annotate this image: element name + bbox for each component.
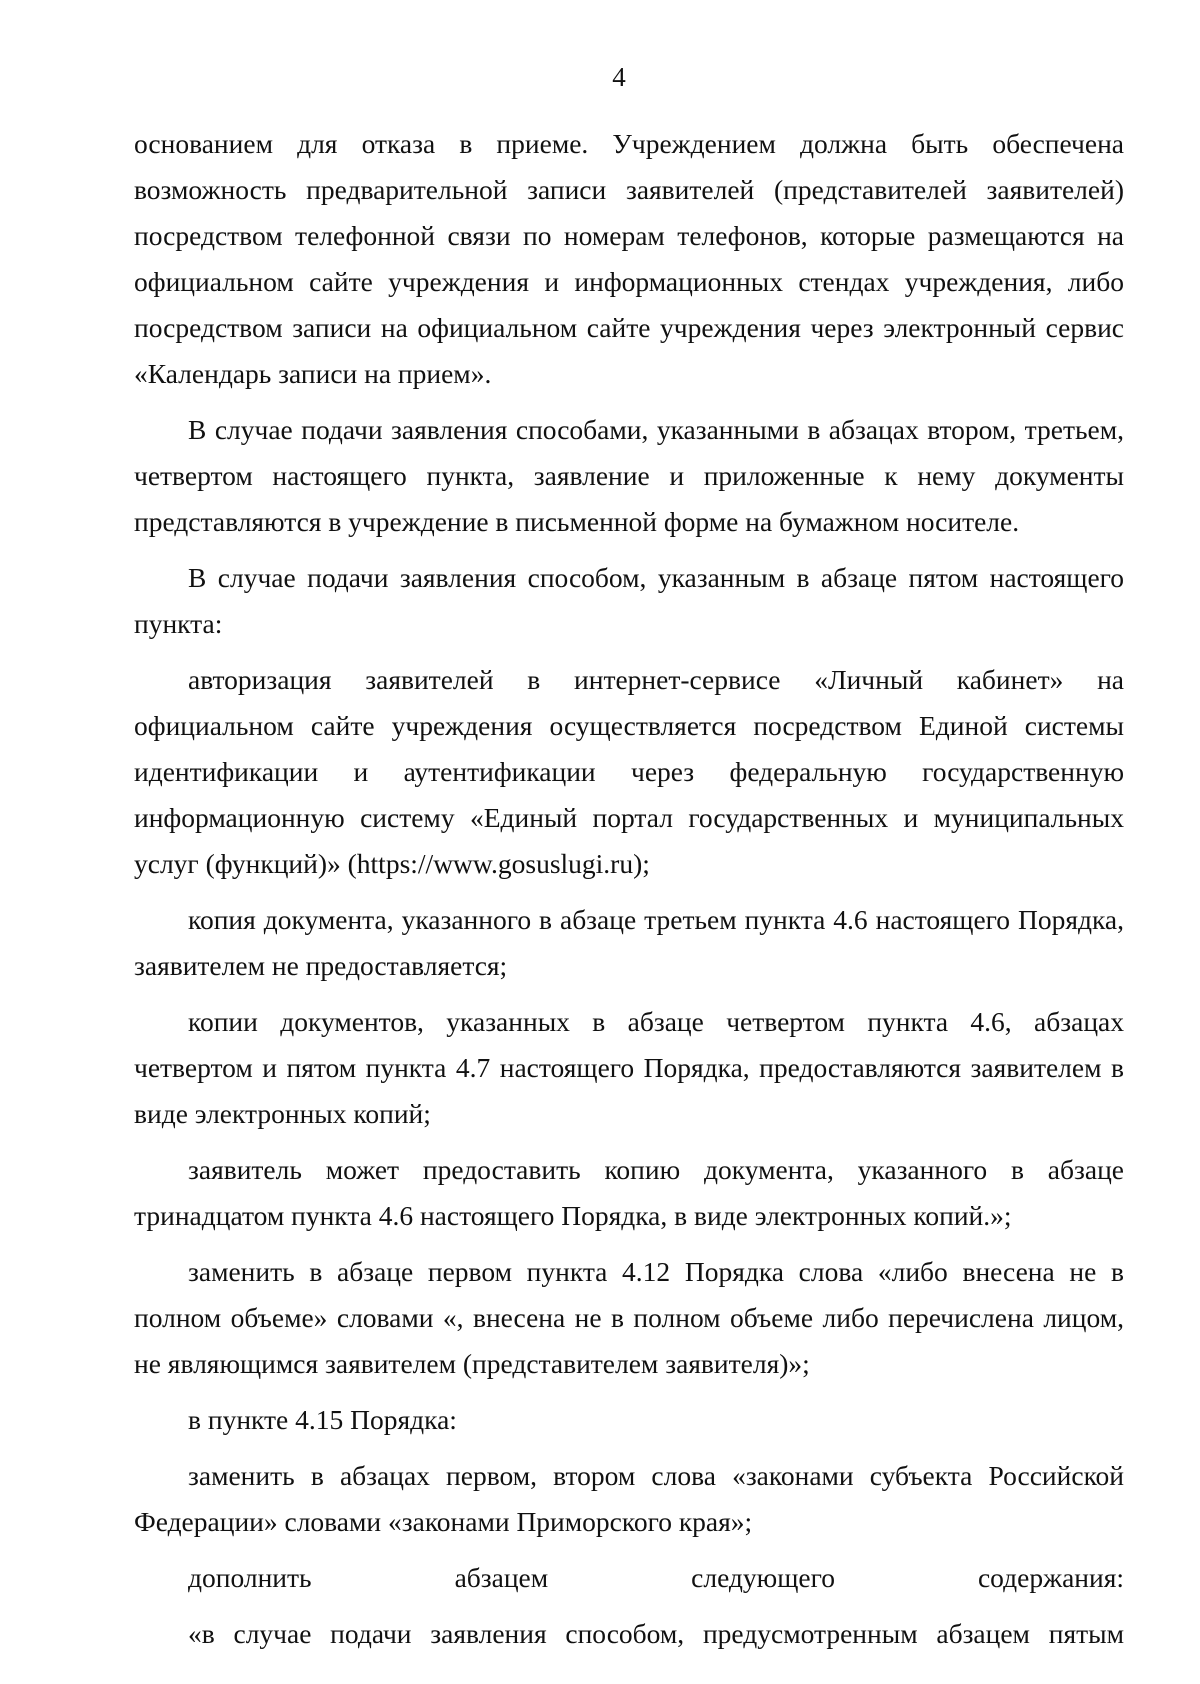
paragraph-truncated: «в случае подачи заявления способом, предусмотренным абзацем пятым [188, 1618, 1124, 1649]
paragraph: заменить в абзаце первом пункта 4.12 Порядка слова «либо внесена не в полном объеме» словами «, внесена не в полном объеме либо перечислена лицом, не являющимся заявителем (представителем заявителя)»; [134, 1256, 1124, 1379]
paragraph: В случае подачи заявления способом, указанным в абзаце пятом настоящего пункта: [134, 562, 1124, 639]
paragraph: В случае подачи заявления способами, указанными в абзацах втором, третьем, четвертом настоящего пункта, заявление и приложенные к нему документы представляются в учреждение в письменной форме на бумажном носителе. [134, 414, 1124, 537]
paragraph: копии документов, указанных в абзаце четвертом пункта 4.6, абзацах четвертом и пятом пункта 4.7 настоящего Порядка, предоставляются заявителем в виде электронных копий; [134, 1006, 1124, 1129]
document-body [134, 121, 1124, 1657]
paragraph: в пункте 4.15 Порядка: [188, 1404, 457, 1435]
paragraph: заявитель может предоставить копию документа, указанного в абзаце тринадцатом пункта 4.6 настоящего Порядка, в виде электронных копий.»; [134, 1154, 1124, 1231]
paragraph: заменить в абзацах первом, втором слова «законами субъекта Российской Федерации» словами «законами Приморского края»; [134, 1460, 1124, 1537]
paragraph: авторизация заявителей в интернет-сервисе «Личный кабинет» на официальном сайте учреждения осуществляется посредством Единой системы идентификации и аутентификации через федеральную государственную информационную систему «Единый портал государственных и муниципальных услуг (функций)» (https://www.gosuslugi.ru); [134, 664, 1124, 879]
page-number: 4 [612, 62, 626, 92]
paragraph: копия документа, указанного в абзаце третьем пункта 4.6 настоящего Порядка, заявителем не предоставляется; [134, 904, 1124, 981]
paragraph-continuation: основанием для отказа в приеме. Учреждением должна быть обеспечена возможность предварительной записи заявителей (представителей заявителей) посредством телефонной связи по номерам телефонов, которые размещаются на официальном сайте учреждения и информационных стендах учреждения, либо посредством записи на официальном сайте учреждения через электронный сервис «Календарь записи на прием». [134, 128, 1124, 389]
paragraph: дополнить абзацем следующего содержания: [188, 1562, 1124, 1593]
